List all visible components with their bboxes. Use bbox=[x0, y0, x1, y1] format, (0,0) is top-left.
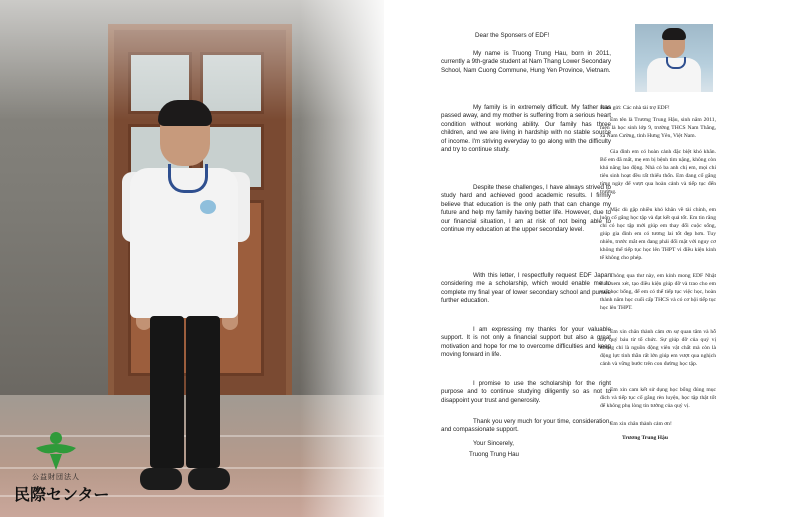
letter-vi-paragraph: Mặc dù gặp nhiều khó khăn về tài chính, em luôn cố gắng học tập và đạt kết quả tốt. Em tin rằng chỉ có học tập mới giúp em thay đổi cuộc sống, giúp gia đình em có tương lai tốt đẹp hơn. Tuy nhiên, trước mắt em đang phải đối mặt với nguy cơ không thể tiếp tục học lên THPT vì điều kiện kinh tế không cho phép. bbox=[600, 207, 716, 261]
letter-en-paragraph: Despite these challenges, I have always strived to study hard and achieved good academic results. I firmly believe that education is the only path that can change my future and help my family having better life. However, due to our financial situation, I am at risk of not being able to continue my education at the upper secondary level. bbox=[441, 184, 611, 234]
letter-vi-paragraph: Gia đình em có hoàn cảnh đặc biệt khó khăn. Bố em đã mất, mẹ em bị bệnh tim nặng, không còn khả năng lao động. Nhà có ba anh chị em, mọi chi tiêu sinh hoạt đều rất thiếu thốn. Em đang cố gắng từng ngày để vượt qua hoàn cảnh và tiếp tục đến trường. bbox=[600, 149, 716, 195]
school-badge-icon bbox=[200, 200, 216, 214]
letter-en-signature: Truong Trung Hau bbox=[469, 451, 519, 458]
edf-logo-icon bbox=[32, 430, 80, 470]
letter-vi-paragraph: Em xin chân thành cảm ơn! bbox=[610, 421, 672, 427]
letter-vi-paragraph: Thông qua thư này, em kính mong EDF Nhật Bản xem xét, tạo điều kiện giúp đỡ và trao cho em suất học bổng, để em có thể tiếp tục việc học, hoàn thành năm học cuối cấp THCS và có cơ hội tiếp tục học lên THPT. bbox=[600, 273, 716, 311]
boy-shoe-left bbox=[140, 468, 182, 490]
letter-en-closing: Your Sincerely, bbox=[473, 440, 514, 447]
boy-pants-left bbox=[150, 316, 184, 468]
boy-shoe-right bbox=[188, 468, 230, 490]
boy-collar bbox=[168, 164, 208, 193]
letter-vi-paragraph: Em xin chân thành cảm ơn sự quan tâm và hỗ trợ quý báu từ tổ chức. Sự giúp đỡ của quý vị không chỉ là nguồn động viên vật chất mà còn là động lực tinh thần rất lớn giúp em vượt qua nghịch cảnh và vững bước trên con đường học tập. bbox=[600, 329, 716, 367]
student-portrait bbox=[635, 24, 713, 92]
letter-en-paragraph: I promise to use the scholarship for the right purpose and to continue studying diligently so as not to disappoint your trust and generosity. bbox=[441, 380, 611, 404]
letter-vi-signature: Trương Trung Hậu bbox=[622, 435, 668, 441]
boy-pants-right bbox=[186, 316, 220, 468]
letter-vi-paragraph: Em tên là Trương Trung Hậu, sinh năm 2011, hiện là học sinh lớp 9, trường THCS Nam Thắng, xã Nam Cường, tỉnh Hưng Yên, Việt Nam. bbox=[600, 117, 716, 139]
letter-vi-paragraph: Em xin cam kết sử dụng học bổng đúng mục đích và tiếp tục cố gắng rèn luyện, học tập thật tốt để không phụ lòng tin tưởng của quý vị. bbox=[600, 387, 716, 409]
letter-en-paragraph: My name is Truong Trung Hau, born in 2011, currently a 9th-grade student at Nam Thang Lower Secondary School, Nam Cuong Commune, Hung Yen Province, Vietnam. bbox=[441, 50, 611, 74]
letter-en-paragraph: My family is in extremely difficult. My father has passed away, and my mother is suffering from a serious heart condition without working ability. Our family has three children, and we are living in hardship with no stable source of income. I'm striving everyday to go along with the difficulty and try to continue study. bbox=[441, 104, 611, 154]
student-photo bbox=[0, 0, 384, 517]
boy-hair bbox=[158, 100, 212, 126]
letter-en-greeting: Dear the Sponsers of EDF! bbox=[475, 32, 550, 39]
letter-en-paragraph: With this letter, I respectfully request EDF Japan considering me a scholarship, which would enable me to complete my final year of lower secondary school and pursue further education. bbox=[441, 272, 611, 305]
logo-title: 民際センター bbox=[14, 485, 110, 504]
photo-right-fade bbox=[300, 0, 384, 517]
logo-subtitle: 公益財団法人 bbox=[32, 473, 80, 481]
letter-en-paragraph: I am expressing my thanks for your valuable support. It is not only a financial support but also a great motivation and hope for me to overcome difficulties and keep moving forward in life. bbox=[441, 326, 611, 359]
letter-vi-greeting: Kính gửi: Các nhà tài trợ EDF! bbox=[600, 105, 670, 111]
letter-en-paragraph: Thank you very much for your time, consideration, and compassionate support. bbox=[441, 418, 611, 434]
